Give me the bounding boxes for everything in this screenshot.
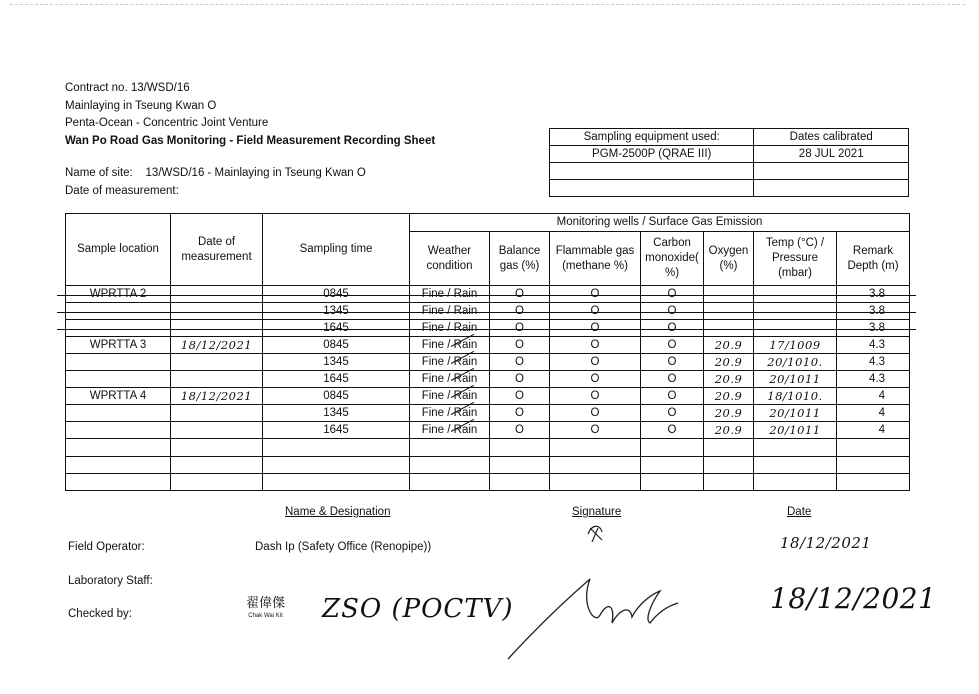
cell-temp: 20/1011 xyxy=(754,422,837,439)
cell-time: 1345 xyxy=(263,354,410,371)
calibration-header: Dates calibrated xyxy=(754,129,909,146)
cell-remark xyxy=(837,474,910,491)
sheet-title: Wan Po Road Gas Monitoring - Field Measurement Recording Sheet xyxy=(65,134,436,147)
table-row xyxy=(66,286,910,303)
cell-oxygen: 20.9 xyxy=(704,405,754,422)
cell-flammable: O xyxy=(550,354,641,371)
cell-remark xyxy=(837,457,910,474)
cell-location xyxy=(66,354,171,371)
cell-oxygen xyxy=(704,457,754,474)
cell-time: 0845 xyxy=(263,337,410,354)
joint-venture-name: Penta-Ocean - Concentric Joint Venture xyxy=(65,117,269,129)
cell-date: 18/12/2021 xyxy=(171,337,263,354)
cell-remark: 4.3 xyxy=(837,354,910,371)
col-header-co: Carbon monoxide( %) xyxy=(641,232,704,286)
rain-crossout-mark xyxy=(451,419,474,432)
cell-remark xyxy=(837,439,910,457)
col-header-date: Date of measurement xyxy=(171,214,263,286)
page-top-border xyxy=(10,4,965,5)
cell-temp xyxy=(754,457,837,474)
cell-date: 18/12/2021 xyxy=(171,388,263,405)
cell-date xyxy=(171,474,263,491)
cell-co: O xyxy=(641,354,704,371)
field-operator-label: Field Operator: xyxy=(68,541,145,553)
cell-flammable: O xyxy=(550,422,641,439)
strike-through-line xyxy=(57,329,916,330)
col-header-oxygen: Oxygen (%) xyxy=(704,232,754,286)
cell-weather: Fine / Rain xyxy=(410,388,490,405)
cell-balance: O xyxy=(490,354,550,371)
table-row xyxy=(66,439,910,457)
cell-balance: O xyxy=(490,371,550,388)
equipment-table xyxy=(549,128,909,197)
checked-date: 18/12/2021 xyxy=(770,582,937,615)
rain-crossout-mark xyxy=(451,368,474,381)
cell-location: WPRTTA 4 xyxy=(66,388,171,405)
cell-weather: Fine / Rain xyxy=(410,405,490,422)
cell-balance xyxy=(490,457,550,474)
cell-co xyxy=(641,474,704,491)
cell-temp: 20/1011 xyxy=(754,405,837,422)
cell-weather xyxy=(410,457,490,474)
cell-location xyxy=(66,457,171,474)
cell-location: WPRTTA 3 xyxy=(66,337,171,354)
cell-flammable xyxy=(550,474,641,491)
col-header-time: Sampling time xyxy=(263,214,410,286)
cell-temp xyxy=(754,286,837,303)
contract-number: Contract no. 13/WSD/16 xyxy=(65,82,190,94)
cell-weather: Fine / Rain xyxy=(410,320,490,337)
cell-weather xyxy=(410,474,490,491)
cell-flammable: O xyxy=(550,320,641,337)
table-row xyxy=(66,320,910,337)
cell-time: 1645 xyxy=(263,320,410,337)
field-operator-signature xyxy=(584,522,610,544)
calibration-cell xyxy=(754,180,909,197)
rain-crossout-mark xyxy=(451,402,474,415)
col-header-remark: Remark Depth (m) xyxy=(837,232,910,286)
cell-balance: O xyxy=(490,422,550,439)
cell-remark: 3.8 xyxy=(837,320,910,337)
cell-location xyxy=(66,405,171,422)
cell-time: 1345 xyxy=(263,303,410,320)
cell-co xyxy=(641,439,704,457)
cell-flammable xyxy=(550,457,641,474)
field-operator-date: 18/12/2021 xyxy=(780,534,872,552)
measurement-date-label: Date of measurement: xyxy=(65,184,179,197)
cell-oxygen xyxy=(704,320,754,337)
col-header-balance: Balance gas (%) xyxy=(490,232,550,286)
signature-header: Signature xyxy=(572,506,622,518)
cell-flammable: O xyxy=(550,337,641,354)
cell-remark: 3.8 xyxy=(837,303,910,320)
equipment-cell xyxy=(550,180,754,197)
group-header: Monitoring wells / Surface Gas Emission xyxy=(410,214,910,232)
cell-time xyxy=(263,457,410,474)
cell-flammable: O xyxy=(550,303,641,320)
cell-temp: 18/1010. xyxy=(754,388,837,405)
cell-flammable xyxy=(550,439,641,457)
cell-balance: O xyxy=(490,286,550,303)
cell-time xyxy=(263,474,410,491)
cell-balance: O xyxy=(490,337,550,354)
cell-oxygen: 20.9 xyxy=(704,388,754,405)
cell-balance xyxy=(490,474,550,491)
cell-oxygen xyxy=(704,303,754,320)
cell-co xyxy=(641,457,704,474)
equipment-cell: PGM-2500P (QRAE III) xyxy=(550,146,754,163)
cell-temp xyxy=(754,439,837,457)
cell-time: 1345 xyxy=(263,405,410,422)
cell-date xyxy=(171,320,263,337)
cell-temp xyxy=(754,303,837,320)
col-header-flammable: Flammable gas (methane %) xyxy=(550,232,641,286)
cell-weather: Fine / Rain xyxy=(410,422,490,439)
cell-date xyxy=(171,371,263,388)
cell-co: O xyxy=(641,388,704,405)
table-row xyxy=(66,422,910,439)
cell-time: 1645 xyxy=(263,371,410,388)
checked-by-label: Checked by: xyxy=(68,608,132,620)
cell-date xyxy=(171,286,263,303)
field-operator-name: Dash Ip (Safety Office (Renopipe)) xyxy=(255,541,432,553)
cell-weather: Fine / Rain xyxy=(410,371,490,388)
cell-oxygen xyxy=(704,286,754,303)
cell-oxygen xyxy=(704,474,754,491)
cell-date xyxy=(171,303,263,320)
cell-balance: O xyxy=(490,388,550,405)
cell-location xyxy=(66,474,171,491)
name-designation-header: Name & Designation xyxy=(285,506,391,518)
cell-date xyxy=(171,457,263,474)
cell-location xyxy=(66,303,171,320)
calibration-cell: 28 JUL 2021 xyxy=(754,146,909,163)
cell-date xyxy=(171,422,263,439)
table-row xyxy=(66,405,910,422)
cell-co: O xyxy=(641,303,704,320)
cell-flammable: O xyxy=(550,371,641,388)
cell-remark: 4 xyxy=(837,388,910,405)
cell-time xyxy=(263,439,410,457)
cell-location: WPRTTA 2 xyxy=(66,286,171,303)
cell-date xyxy=(171,354,263,371)
cell-weather: Fine / Rain xyxy=(410,303,490,320)
calibration-cell xyxy=(754,163,909,180)
cell-oxygen: 20.9 xyxy=(704,354,754,371)
rain-crossout-mark xyxy=(451,334,474,347)
strike-through-line xyxy=(57,295,916,296)
cell-flammable: O xyxy=(550,405,641,422)
cell-co: O xyxy=(641,337,704,354)
table-row xyxy=(66,303,910,320)
cell-remark: 4 xyxy=(837,405,910,422)
table-row xyxy=(66,474,910,491)
cell-weather xyxy=(410,439,490,457)
cell-temp xyxy=(754,474,837,491)
cell-remark: 4.3 xyxy=(837,371,910,388)
cell-weather: Fine / Rain xyxy=(410,354,490,371)
table-row xyxy=(66,354,910,371)
cell-oxygen: 20.9 xyxy=(704,422,754,439)
cell-temp xyxy=(754,320,837,337)
cell-flammable: O xyxy=(550,388,641,405)
table-row xyxy=(66,371,910,388)
equipment-header: Sampling equipment used: xyxy=(550,129,754,146)
table-row xyxy=(66,388,910,405)
cell-remark: 4 xyxy=(837,422,910,439)
cell-temp: 20/1010. xyxy=(754,354,837,371)
checked-stamp xyxy=(246,598,285,622)
date-header: Date xyxy=(787,506,812,518)
cell-flammable: O xyxy=(550,286,641,303)
checked-signature xyxy=(500,565,690,665)
table-row xyxy=(66,337,910,354)
cell-location xyxy=(66,439,171,457)
cell-co: O xyxy=(641,371,704,388)
cell-balance: O xyxy=(490,405,550,422)
col-header-weather: Weather condition xyxy=(410,232,490,286)
cell-location xyxy=(66,320,171,337)
col-header-location: Sample location xyxy=(66,214,171,286)
equipment-cell xyxy=(550,163,754,180)
site-value: 13/WSD/16 - Mainlaying in Tseung Kwan O xyxy=(145,167,366,179)
lab-staff-label: Laboratory Staff: xyxy=(68,575,153,587)
cell-location xyxy=(66,371,171,388)
cell-date xyxy=(171,439,263,457)
strike-through-line xyxy=(57,312,916,313)
cell-balance: O xyxy=(490,303,550,320)
cell-temp: 20/1011 xyxy=(754,371,837,388)
cell-oxygen: 20.9 xyxy=(704,371,754,388)
measurement-table xyxy=(65,213,910,491)
checked-name: ZSO (POCTV) xyxy=(322,594,514,624)
rain-crossout-mark xyxy=(451,385,474,398)
table-row xyxy=(66,457,910,474)
cell-location xyxy=(66,422,171,439)
cell-balance: O xyxy=(490,320,550,337)
checked-stamp-english: Chak Wai Kit xyxy=(248,613,283,619)
cell-time: 0845 xyxy=(263,286,410,303)
cell-time: 0845 xyxy=(263,388,410,405)
col-header-temp: Temp (°C) / Pressure (mbar) xyxy=(754,232,837,286)
rain-crossout-mark xyxy=(451,351,474,364)
cell-remark: 3.8 xyxy=(837,286,910,303)
cell-oxygen xyxy=(704,439,754,457)
site-info xyxy=(65,165,366,200)
cell-co: O xyxy=(641,320,704,337)
cell-date xyxy=(171,405,263,422)
cell-balance xyxy=(490,439,550,457)
cell-weather: Fine / Rain xyxy=(410,337,490,354)
cell-remark: 4.3 xyxy=(837,337,910,354)
cell-oxygen: 20.9 xyxy=(704,337,754,354)
cell-temp: 17/1009 xyxy=(754,337,837,354)
checked-stamp-chinese: 翟偉傑 xyxy=(246,596,286,611)
cell-co: O xyxy=(641,286,704,303)
project-name: Mainlaying in Tseung Kwan O xyxy=(65,99,217,112)
cell-co: O xyxy=(641,405,704,422)
cell-weather: Fine / Rain xyxy=(410,286,490,303)
cell-time: 1645 xyxy=(263,422,410,439)
site-label: Name of site: xyxy=(65,167,133,179)
document-header xyxy=(65,80,435,150)
cell-co: O xyxy=(641,422,704,439)
